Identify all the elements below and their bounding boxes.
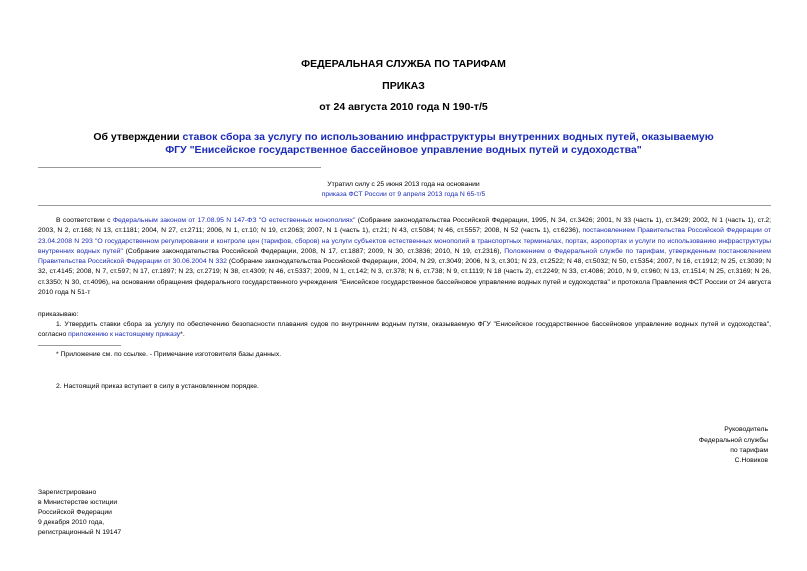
appendix-link[interactable]: приложению к настоящему приказу bbox=[68, 331, 181, 339]
document-subject bbox=[90, 131, 717, 157]
separator-line-full bbox=[38, 205, 771, 206]
subject-link[interactable]: ставок сбора за услугу по использованию инфраструктуры внутренних водных путей, оказываемую ФГУ "Енисейское государственное бассейновое управление водных путей и судоходства" bbox=[165, 131, 714, 156]
registration-line: в Министерстве юстиции bbox=[38, 499, 118, 506]
registration-date: 9 декабря 2010 года, bbox=[38, 519, 105, 526]
status-note: Утратил силу с 25 июня 2013 года на основании bbox=[327, 181, 480, 188]
preamble-text: (Собрание законодательства Российской Федерации, 2008, N 17, ст.1887; 2009, N 30, ст.3836; 2010, N 19, ст.2316), bbox=[122, 247, 505, 255]
agency-title: ФЕДЕРАЛЬНАЯ СЛУЖБА ПО ТАРИФАМ bbox=[301, 58, 506, 70]
footnote: * Приложение см. по ссылке. - Примечание изготовителя базы данных. bbox=[56, 351, 282, 358]
preamble-text: (Собрание законодательства Российской Федерации, 1995, N 34, ст.3426; 2001, N 33 (часть 1), ст.3429; 2002, N 1 (часть 1), ст.2; 2003, N 2, ст.168; N 13, ст.1181; 2004, N 27, ст.2711; 2006, N 1, ст.10; N 19, ст.2063; 2007, N 1 (часть 1), ст.21; N 43, ст.5084; N 46, ст.5557; 2008, N 52 (часть 1), ст.6236), bbox=[38, 217, 771, 235]
signature-name: С.Новиков bbox=[734, 457, 768, 464]
signature-agency-2: по тарифам bbox=[730, 447, 768, 454]
federal-law-link[interactable]: Федеральным законом от 17.08.95 N 147-ФЗ "О естественных монополиях" bbox=[112, 217, 356, 224]
item-2: 2. Настоящий приказ вступает в силу в установленном порядке. bbox=[56, 383, 259, 390]
preamble-text: (Собрание законодательства Российской Федерации, 2004, N 29, ст.3049; 2006, N 3, ст.301; N 23, ст.2522; N 48, ст.5032; N 50, ст.5354; 2007, N 16, ст.1912; N 25, ст.3039; N 32, ст.4145; 2008, N 7, ст.597; N 17, ст.1897; N 23, ст.2719; N 38, ст.4309; N 46, ст.5337; 2009, N 1, ст.142; N 3, ст.378; N 6, ст.738; N 9, ст.1119; N 18 (часть 2), ст.2249; N 33, ст.4086; 2010, N 9, ст.960; N 13, ст.1514; N 25, ст.3169; N 26, ст.3350; N 30, ст.4096), на основании обращения федерального государственного учреждения "Енисейское государственное бассейновое управление водных путей и судоходства" и протокола Правления ФСТ России от 24 августа 2010 года N 51-т bbox=[38, 258, 772, 297]
separator-line bbox=[38, 167, 321, 168]
item-1-text: 1. Утвердить ставки сбора за услугу по обеспечению безопасности плавания судов по внутренним водным путям, оказываемую ФГУ "Енисейское государственное бассейновое управление водных путей и судоходства", согласно bbox=[38, 321, 771, 339]
registration-line: Российской Федерации bbox=[38, 509, 112, 516]
registration-line: Зарегистрировано bbox=[38, 489, 97, 496]
signature-agency: Федеральной службы bbox=[698, 437, 768, 444]
item-1 bbox=[38, 320, 771, 341]
document-date-number: от 24 августа 2010 года N 190-т/5 bbox=[319, 101, 488, 113]
preamble-text: В соответствии с bbox=[56, 217, 113, 224]
footnote-separator bbox=[38, 345, 121, 346]
registration-number: регистрационный N 19147 bbox=[38, 529, 122, 536]
preamble-paragraph bbox=[38, 216, 771, 298]
document-type: ПРИКАЗ bbox=[382, 80, 425, 92]
fst-regulation-link[interactable]: Положением о Федеральной службе по тарифам, утвержденным постановлением Правительства Российской Федерации от 30.06.2004 N 332 bbox=[38, 247, 771, 266]
subject-prefix: Об утверждении bbox=[93, 131, 183, 143]
signature-title: Руководитель bbox=[724, 426, 768, 433]
government-decree-link[interactable]: постановлением Правительства Российской Федерации от 23.04.2008 N 293 "О государственном регулировании и контроле цен (тарифов, сборов) на услуги субъектов естественных монополий в транспортных терминалах, портах, аэропортах и услуги по использованию инфраструктуры внутренних водных путей" bbox=[38, 227, 771, 255]
order-word: приказываю: bbox=[38, 311, 79, 318]
item-1-text: *. bbox=[180, 331, 185, 339]
repeal-order-link[interactable]: приказа ФСТ России от 9 апреля 2013 года N 65-т/5 bbox=[321, 191, 486, 198]
